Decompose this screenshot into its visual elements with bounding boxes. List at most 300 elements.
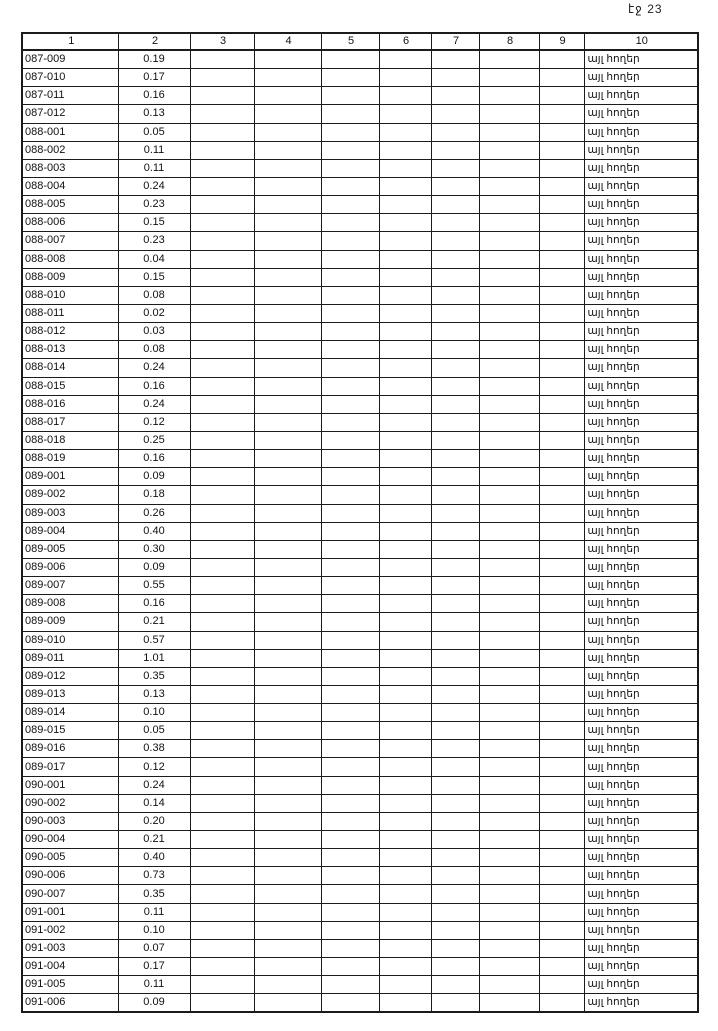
empty-cell [254, 667, 321, 685]
empty-cell [379, 903, 431, 921]
parcel-code-cell: 091-004 [22, 958, 118, 976]
table-row [22, 867, 698, 885]
empty-cell [321, 69, 379, 87]
area-value-cell: 0.13 [118, 105, 190, 123]
empty-cell [431, 522, 479, 540]
parcel-code-cell: 088-009 [22, 268, 118, 286]
empty-cell [539, 141, 584, 159]
parcel-code-cell: 091-003 [22, 939, 118, 957]
empty-cell [431, 540, 479, 558]
empty-cell [379, 831, 431, 849]
empty-cell [190, 885, 254, 903]
empty-cell [479, 631, 539, 649]
empty-cell [254, 250, 321, 268]
parcel-code-cell: 089-017 [22, 758, 118, 776]
area-value-cell: 1.01 [118, 649, 190, 667]
land-type-cell: այլ հողեր [584, 939, 698, 957]
parcel-code-cell: 089-011 [22, 649, 118, 667]
area-value-cell: 0.26 [118, 504, 190, 522]
area-value-cell: 0.11 [118, 903, 190, 921]
empty-cell [254, 141, 321, 159]
empty-cell [321, 450, 379, 468]
empty-cell [479, 939, 539, 957]
empty-cell [254, 758, 321, 776]
empty-cell [190, 776, 254, 794]
empty-cell [431, 885, 479, 903]
area-value-cell: 0.24 [118, 359, 190, 377]
empty-cell [479, 304, 539, 322]
parcel-code-cell: 089-015 [22, 722, 118, 740]
empty-cell [379, 50, 431, 69]
empty-cell [479, 105, 539, 123]
empty-cell [254, 921, 321, 939]
empty-cell [479, 232, 539, 250]
empty-cell [431, 341, 479, 359]
empty-cell [539, 468, 584, 486]
empty-cell [431, 667, 479, 685]
empty-cell [379, 486, 431, 504]
empty-cell [431, 794, 479, 812]
area-value-cell: 0.10 [118, 704, 190, 722]
parcel-code-cell: 090-005 [22, 849, 118, 867]
area-value-cell: 0.16 [118, 377, 190, 395]
area-value-cell: 0.73 [118, 867, 190, 885]
empty-cell [431, 141, 479, 159]
empty-cell [254, 939, 321, 957]
empty-cell [254, 812, 321, 830]
table-row [22, 413, 698, 431]
parcel-code-cell: 087-010 [22, 69, 118, 87]
parcel-code-cell: 089-007 [22, 577, 118, 595]
area-value-cell: 0.12 [118, 758, 190, 776]
empty-cell [190, 722, 254, 740]
parcel-code-cell: 089-016 [22, 740, 118, 758]
land-type-cell: այլ հողեր [584, 685, 698, 703]
empty-cell [479, 504, 539, 522]
empty-cell [321, 885, 379, 903]
table-row [22, 286, 698, 304]
area-value-cell: 0.35 [118, 667, 190, 685]
empty-cell [479, 976, 539, 994]
empty-cell [321, 159, 379, 177]
empty-cell [479, 649, 539, 667]
table-row [22, 177, 698, 195]
empty-cell [431, 377, 479, 395]
area-value-cell: 0.24 [118, 776, 190, 794]
table-row [22, 704, 698, 722]
empty-cell [539, 885, 584, 903]
area-value-cell: 0.11 [118, 159, 190, 177]
area-value-cell: 0.11 [118, 141, 190, 159]
empty-cell [479, 540, 539, 558]
empty-cell [431, 196, 479, 214]
empty-cell [254, 286, 321, 304]
area-value-cell: 0.07 [118, 939, 190, 957]
land-type-cell: այլ հողեր [584, 994, 698, 1013]
empty-cell [254, 613, 321, 631]
land-type-cell: այլ հողեր [584, 812, 698, 830]
empty-cell [539, 595, 584, 613]
empty-cell [431, 976, 479, 994]
empty-cell [431, 304, 479, 322]
area-value-cell: 0.35 [118, 885, 190, 903]
parcel-code-cell: 087-011 [22, 87, 118, 105]
empty-cell [379, 323, 431, 341]
empty-cell [539, 958, 584, 976]
empty-cell [321, 304, 379, 322]
land-type-cell: այլ հողեր [584, 87, 698, 105]
area-value-cell: 0.38 [118, 740, 190, 758]
empty-cell [539, 69, 584, 87]
empty-cell [190, 196, 254, 214]
empty-cell [539, 431, 584, 449]
empty-cell [379, 141, 431, 159]
parcel-code-cell: 090-004 [22, 831, 118, 849]
parcel-code-cell: 091-006 [22, 994, 118, 1013]
parcel-code-cell: 089-003 [22, 504, 118, 522]
parcel-code-cell: 089-012 [22, 667, 118, 685]
empty-cell [190, 87, 254, 105]
empty-cell [379, 268, 431, 286]
empty-cell [431, 105, 479, 123]
empty-cell [379, 522, 431, 540]
empty-cell [379, 794, 431, 812]
empty-cell [479, 341, 539, 359]
empty-cell [431, 849, 479, 867]
empty-cell [539, 921, 584, 939]
empty-cell [479, 69, 539, 87]
empty-cell [190, 685, 254, 703]
empty-cell [431, 740, 479, 758]
empty-cell [479, 413, 539, 431]
parcel-code-cell: 090-007 [22, 885, 118, 903]
empty-cell [431, 50, 479, 69]
parcel-code-cell: 088-018 [22, 431, 118, 449]
land-type-cell: այլ հողեր [584, 177, 698, 195]
area-value-cell: 0.23 [118, 196, 190, 214]
parcel-code-cell: 088-010 [22, 286, 118, 304]
table-row [22, 722, 698, 740]
empty-cell [321, 595, 379, 613]
empty-cell [321, 540, 379, 558]
land-type-cell: այլ հողեր [584, 976, 698, 994]
empty-cell [431, 250, 479, 268]
empty-cell [254, 431, 321, 449]
empty-cell [539, 413, 584, 431]
empty-cell [190, 141, 254, 159]
empty-cell [190, 486, 254, 504]
table-row [22, 450, 698, 468]
empty-cell [479, 613, 539, 631]
area-value-cell: 0.18 [118, 486, 190, 504]
empty-cell [321, 214, 379, 232]
table-row [22, 667, 698, 685]
empty-cell [379, 704, 431, 722]
column-header: 1 [22, 33, 118, 50]
table-row [22, 395, 698, 413]
area-value-cell: 0.09 [118, 558, 190, 576]
parcel-code-cell: 088-008 [22, 250, 118, 268]
empty-cell [539, 758, 584, 776]
area-value-cell: 0.05 [118, 722, 190, 740]
parcel-code-cell: 088-006 [22, 214, 118, 232]
area-value-cell: 0.57 [118, 631, 190, 649]
land-type-cell: այլ հողեր [584, 504, 698, 522]
empty-cell [321, 849, 379, 867]
empty-cell [539, 250, 584, 268]
area-value-cell: 0.09 [118, 994, 190, 1013]
land-type-cell: այլ հողեր [584, 323, 698, 341]
empty-cell [379, 232, 431, 250]
empty-cell [431, 177, 479, 195]
table-row [22, 159, 698, 177]
area-value-cell: 0.02 [118, 304, 190, 322]
area-value-cell: 0.14 [118, 794, 190, 812]
empty-cell [431, 468, 479, 486]
empty-cell [254, 304, 321, 322]
table-row [22, 831, 698, 849]
empty-cell [379, 177, 431, 195]
empty-cell [190, 631, 254, 649]
empty-cell [190, 377, 254, 395]
land-type-cell: այլ հողեր [584, 849, 698, 867]
land-type-cell: այլ հողեր [584, 359, 698, 377]
parcel-code-cell: 088-011 [22, 304, 118, 322]
table-row [22, 595, 698, 613]
parcel-code-cell: 088-015 [22, 377, 118, 395]
area-value-cell: 0.16 [118, 450, 190, 468]
table-row [22, 794, 698, 812]
empty-cell [431, 685, 479, 703]
empty-cell [379, 359, 431, 377]
parcel-code-cell: 088-004 [22, 177, 118, 195]
empty-cell [254, 377, 321, 395]
empty-cell [254, 87, 321, 105]
empty-cell [321, 958, 379, 976]
land-type-cell: այլ հողեր [584, 649, 698, 667]
empty-cell [479, 867, 539, 885]
empty-cell [190, 976, 254, 994]
empty-cell [379, 540, 431, 558]
area-value-cell: 0.24 [118, 395, 190, 413]
empty-cell [379, 214, 431, 232]
empty-cell [539, 867, 584, 885]
empty-cell [539, 649, 584, 667]
empty-cell [479, 450, 539, 468]
area-value-cell: 0.08 [118, 341, 190, 359]
empty-cell [254, 577, 321, 595]
empty-cell [479, 377, 539, 395]
empty-cell [321, 758, 379, 776]
parcel-code-cell: 090-001 [22, 776, 118, 794]
empty-cell [190, 105, 254, 123]
empty-cell [479, 286, 539, 304]
empty-cell [479, 812, 539, 830]
land-type-cell: այլ հողեր [584, 595, 698, 613]
empty-cell [321, 794, 379, 812]
empty-cell [479, 577, 539, 595]
empty-cell [254, 794, 321, 812]
empty-cell [379, 196, 431, 214]
area-value-cell: 0.12 [118, 413, 190, 431]
empty-cell [539, 849, 584, 867]
empty-cell [190, 740, 254, 758]
empty-cell [379, 740, 431, 758]
table-row [22, 921, 698, 939]
table-row [22, 885, 698, 903]
empty-cell [190, 595, 254, 613]
empty-cell [379, 431, 431, 449]
empty-cell [479, 849, 539, 867]
empty-cell [431, 812, 479, 830]
empty-cell [254, 685, 321, 703]
empty-cell [539, 740, 584, 758]
parcel-code-cell: 089-008 [22, 595, 118, 613]
table-row [22, 304, 698, 322]
empty-cell [431, 577, 479, 595]
parcel-code-cell: 088-003 [22, 159, 118, 177]
empty-cell [431, 722, 479, 740]
column-header: 10 [584, 33, 698, 50]
empty-cell [539, 504, 584, 522]
area-value-cell: 0.19 [118, 50, 190, 69]
table-row [22, 504, 698, 522]
table-row [22, 268, 698, 286]
table-row [22, 994, 698, 1013]
empty-cell [539, 450, 584, 468]
empty-cell [321, 268, 379, 286]
parcel-code-cell: 087-012 [22, 105, 118, 123]
empty-cell [254, 649, 321, 667]
parcel-code-cell: 090-003 [22, 812, 118, 830]
empty-cell [379, 69, 431, 87]
empty-cell [190, 431, 254, 449]
land-type-cell: այլ հողեր [584, 413, 698, 431]
table-row [22, 758, 698, 776]
empty-cell [321, 486, 379, 504]
empty-cell [379, 159, 431, 177]
empty-cell [254, 486, 321, 504]
table-row [22, 976, 698, 994]
empty-cell [479, 468, 539, 486]
empty-cell [190, 323, 254, 341]
empty-cell [379, 649, 431, 667]
empty-cell [431, 831, 479, 849]
empty-cell [539, 286, 584, 304]
land-type-cell: այլ հողեր [584, 123, 698, 141]
land-type-cell: այլ հողեր [584, 232, 698, 250]
empty-cell [254, 395, 321, 413]
empty-cell [321, 631, 379, 649]
empty-cell [321, 395, 379, 413]
land-type-cell: այլ հողեր [584, 450, 698, 468]
empty-cell [190, 214, 254, 232]
empty-cell [321, 431, 379, 449]
table-row [22, 468, 698, 486]
land-type-cell: այլ հողեր [584, 69, 698, 87]
empty-cell [431, 286, 479, 304]
empty-cell [254, 468, 321, 486]
empty-cell [254, 268, 321, 286]
empty-cell [431, 159, 479, 177]
empty-cell [431, 704, 479, 722]
empty-cell [321, 250, 379, 268]
empty-cell [190, 921, 254, 939]
land-type-cell: այլ հողեր [584, 903, 698, 921]
table-row [22, 812, 698, 830]
empty-cell [431, 613, 479, 631]
empty-cell [539, 159, 584, 177]
empty-cell [379, 921, 431, 939]
empty-cell [539, 268, 584, 286]
empty-cell [539, 994, 584, 1013]
empty-cell [479, 359, 539, 377]
empty-cell [190, 867, 254, 885]
empty-cell [321, 994, 379, 1013]
empty-cell [539, 50, 584, 69]
empty-cell [539, 123, 584, 141]
empty-cell [190, 704, 254, 722]
table-row [22, 958, 698, 976]
empty-cell [254, 196, 321, 214]
empty-cell [479, 522, 539, 540]
empty-cell [479, 486, 539, 504]
empty-cell [190, 250, 254, 268]
empty-cell [539, 377, 584, 395]
empty-cell [254, 867, 321, 885]
empty-cell [479, 141, 539, 159]
empty-cell [431, 359, 479, 377]
empty-cell [479, 704, 539, 722]
empty-cell [431, 431, 479, 449]
empty-cell [539, 812, 584, 830]
empty-cell [379, 304, 431, 322]
parcel-code-cell: 090-006 [22, 867, 118, 885]
empty-cell [321, 123, 379, 141]
empty-cell [539, 577, 584, 595]
table-body [22, 50, 698, 1012]
empty-cell [321, 105, 379, 123]
area-value-cell: 0.15 [118, 268, 190, 286]
empty-cell [539, 323, 584, 341]
empty-cell [321, 141, 379, 159]
empty-cell [190, 577, 254, 595]
empty-cell [431, 87, 479, 105]
empty-cell [254, 704, 321, 722]
empty-cell [539, 486, 584, 504]
empty-cell [539, 214, 584, 232]
empty-cell [431, 232, 479, 250]
empty-cell [190, 286, 254, 304]
land-type-cell: այլ հողեր [584, 740, 698, 758]
land-type-cell: այլ հողեր [584, 141, 698, 159]
empty-cell [479, 87, 539, 105]
empty-cell [379, 631, 431, 649]
empty-cell [190, 613, 254, 631]
empty-cell [254, 359, 321, 377]
table-row [22, 341, 698, 359]
empty-cell [254, 214, 321, 232]
empty-cell [321, 413, 379, 431]
empty-cell [479, 903, 539, 921]
parcel-code-cell: 089-010 [22, 631, 118, 649]
table-row [22, 740, 698, 758]
empty-cell [254, 831, 321, 849]
empty-cell [479, 50, 539, 69]
empty-cell [379, 468, 431, 486]
parcel-code-cell: 089-005 [22, 540, 118, 558]
table-row [22, 577, 698, 595]
